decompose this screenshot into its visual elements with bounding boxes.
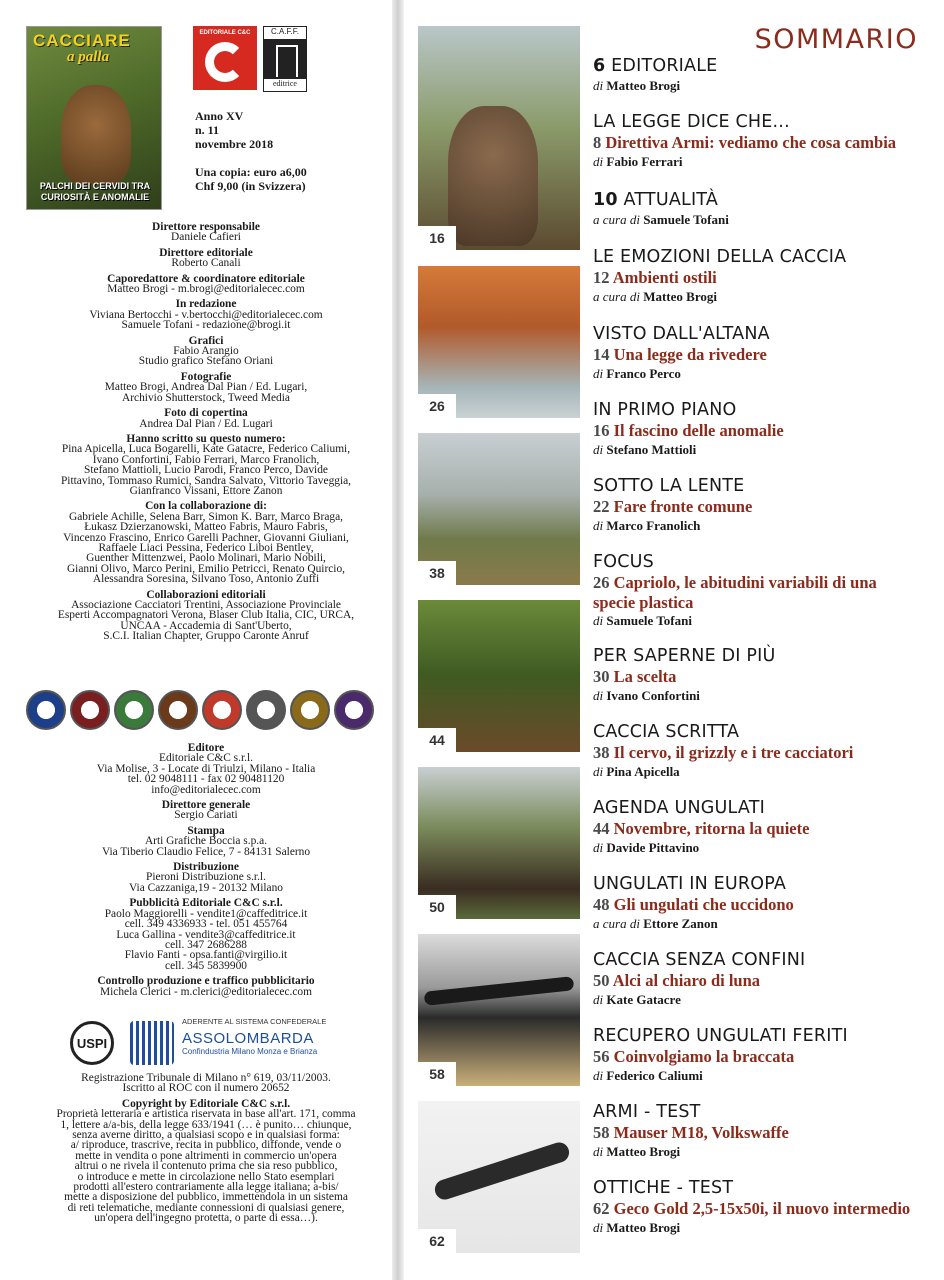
toc-author-name: Fabio Ferrari (606, 153, 683, 169)
cover-title: CACCIARE (33, 31, 131, 50)
issue-year: Anno XV (195, 109, 244, 123)
toc-page-number: 22 (593, 497, 610, 516)
legal-notice (26, 1073, 386, 1229)
publisher-credits (26, 743, 386, 1002)
credit-heading: Fotografie (180, 370, 232, 383)
credit-section (26, 826, 386, 857)
toc-article (593, 1047, 923, 1067)
toc-entry[interactable] (593, 1102, 923, 1161)
toc-author-name: Davide Pittavino (606, 839, 700, 855)
toc-article-title: Fare fronte comune (613, 497, 753, 516)
toc-entry[interactable] (593, 552, 923, 630)
toc-rubric (593, 798, 923, 819)
deer-image (448, 106, 538, 246)
credit-line: Samuele Tofani - redazione@brogi.it (121, 319, 291, 332)
toc-page-number: 14 (593, 345, 610, 364)
credit-line: tel. 02 9048111 - fax 02 90481120 (127, 773, 285, 786)
toc-rubric-label: SOTTO LA LENTE (593, 476, 745, 496)
toc-page-number: 48 (593, 895, 610, 914)
credit-line: Pittavino, Tommaso Rumici, Sandra Salvato, Vittorio Taveggia, (60, 474, 352, 487)
toc-author (593, 288, 923, 306)
toc-author-lead: di (593, 1219, 604, 1235)
credit-section (26, 434, 386, 496)
toc-author (593, 365, 923, 383)
thumbnail-rifle (418, 934, 580, 1086)
toc-author-name: Federico Caliumi (606, 1067, 703, 1083)
cover-headline: PALCHI DEI CERVIDI TRA CURIOSITÀ E ANOMALIE (39, 181, 151, 202)
credit-section (26, 800, 386, 821)
credit-section (26, 976, 386, 997)
copyright-line: senza averne diritto, a qualsiasi scopo e in qualsiasi forma: (72, 1129, 340, 1142)
thumbnail-page-number: 16 (418, 226, 456, 250)
toc-rubric-label: EDITORIALE (611, 56, 718, 76)
toc-author (593, 687, 923, 705)
toc-rubric-label: FOCUS (593, 552, 654, 572)
toc-author-name: Pina Apicella (606, 763, 680, 779)
toc-author-lead: di (593, 365, 604, 381)
toc-rubric (593, 476, 923, 497)
toc-page-number: 62 (593, 1199, 610, 1218)
copyright-line: mette a disposizione del pubblico, immettendola in un sistema (64, 1191, 348, 1204)
toc-article (593, 133, 923, 153)
toc-rubric (593, 950, 923, 971)
toc-page-number: 58 (593, 1123, 610, 1142)
copyright-line: Proprietà letteraria e artistica riservata in base all'art. 171, comma (56, 1108, 356, 1121)
toc-author-name: Matteo Brogi (606, 1219, 681, 1235)
caff-logo-mark (264, 39, 306, 79)
editoriale-cc-logo (193, 26, 257, 90)
thumbnail-deer-antlers (418, 26, 580, 250)
toc-author-name: Samuele Tofani (643, 212, 729, 227)
credit-line: Daniele Cafieri (171, 231, 241, 244)
assolombarda-mark (130, 1021, 174, 1065)
toc-author-lead: di (593, 153, 604, 169)
credit-heading: Direttore generale (161, 799, 251, 812)
thumbnail-page-number: 58 (418, 1062, 456, 1086)
toc-entry[interactable] (593, 56, 923, 95)
partner-badge-icon (246, 690, 286, 730)
credit-line: Andrea Dal Pian / Ed. Lugari (139, 417, 273, 430)
thumbnail-page-number: 26 (418, 394, 456, 418)
toc-entry[interactable] (593, 950, 923, 1009)
toc-page-number: 38 (593, 743, 610, 762)
toc-author-lead: di (593, 991, 604, 1007)
toc-rubric-label: CACCIA SENZA CONFINI (593, 950, 806, 970)
staff-credits (26, 222, 386, 647)
assolombarda-name: ASSOLOMBARDA (182, 1030, 314, 1047)
credit-heading: Editore (187, 742, 225, 754)
toc-article (593, 497, 923, 517)
toc-article-title: La scelta (613, 667, 677, 686)
toc-author-lead: a cura di (593, 288, 640, 304)
toc-rubric (593, 874, 923, 895)
toc-entry[interactable] (593, 324, 923, 383)
toc-author (593, 1067, 923, 1085)
toc-author (593, 153, 923, 171)
toc-author (593, 1143, 923, 1161)
toc-author (593, 612, 923, 630)
toc-author-name: Ivano Confortini (606, 687, 700, 703)
credit-line: Michela Clerici - m.clerici@editorialecec.com (100, 985, 312, 998)
credit-section (26, 408, 386, 429)
credit-heading: Direttore editoriale (159, 246, 253, 259)
toc-rubric (593, 247, 923, 268)
partner-badge-icon (202, 690, 242, 730)
credit-section (26, 590, 386, 642)
toc-rubric-label: VISTO DALL'ALTANA (593, 324, 770, 344)
toc-author (593, 517, 923, 535)
partner-badge-icon (70, 690, 110, 730)
toc-rubric-label: LE EMOZIONI DELLA CACCIA (593, 247, 847, 267)
partner-logos (26, 690, 374, 736)
toc-rubric (593, 112, 923, 133)
uspi-logo: USPI (70, 1021, 114, 1065)
issue-number: n. 11 (195, 123, 220, 137)
toc-title: SOMMARIO (754, 24, 918, 55)
copyright-line: un'opera dell'ingegno protetta, o parte di essa…). (94, 1212, 318, 1225)
toc-entry[interactable] (593, 646, 923, 705)
toc-page-number: 8 (593, 133, 602, 152)
credit-heading: In redazione (175, 298, 237, 311)
page-fold (392, 0, 404, 1280)
copyright-title: Copyright by Editoriale C&C s.r.l. (121, 1097, 291, 1110)
credit-section (26, 336, 386, 367)
credit-line: Vincenzo Frascino, Enrico Garelli Pachner, Giovanni Giuliani, (63, 531, 349, 544)
caff-editrice-logo (263, 26, 307, 92)
toc-article (593, 1123, 923, 1143)
toc-article-title: Il cervo, il grizzly e i tre cacciatori (613, 743, 854, 762)
toc-article (593, 345, 923, 365)
toc-author-lead: di (593, 839, 604, 855)
toc-article-title: Direttiva Armi: vediamo che cosa cambia (605, 133, 897, 152)
toc-author-lead: di (593, 441, 604, 457)
thumbnail-hunters (418, 433, 580, 585)
toc-rubric (593, 722, 923, 743)
toc-page-number: 6 (593, 56, 606, 76)
partner-badge-icon (26, 690, 66, 730)
toc-rubric-label: RECUPERO UNGULATI FERITI (593, 1026, 848, 1046)
toc-rubric (593, 400, 923, 421)
toc-author-lead: di (593, 613, 604, 628)
copyright-line: altrui o ne rivela il contenuto prima che sia reso pubblico, (74, 1160, 338, 1173)
partner-badge-icon (290, 690, 330, 730)
credit-heading: Grafici (188, 334, 224, 347)
partner-badge-icon (114, 690, 154, 730)
credit-line: Gabriele Achille, Selena Barr, Simon K. Barr, Marco Braga, (69, 510, 343, 523)
toc-author (593, 991, 923, 1009)
credit-line: Sergio Cariati (174, 809, 238, 822)
credit-line: cell. 345 5839900 (165, 959, 247, 972)
toc-author-name: Marco Franolich (606, 517, 701, 533)
toc-article (593, 1199, 923, 1219)
credit-line: Ivano Confortini, Fabio Ferrari, Marco Franolich, (92, 453, 320, 466)
credit-line: Editoriale C&C s.r.l. (159, 752, 253, 765)
toc-page-number: 50 (593, 971, 610, 990)
toc-rubric-label: CACCIA SCRITTA (593, 722, 740, 742)
toc-author-lead: di (593, 1143, 604, 1159)
credit-line: UNCAA - Accademia di Sant'Uberto, (120, 619, 292, 632)
credit-line: Stefano Mattioli, Lucio Parodi, Franco Perco, Davide (84, 464, 328, 477)
toc-author-lead: di (593, 517, 604, 533)
credit-heading: Foto di copertina (164, 407, 248, 420)
toc-article-title: Geco Gold 2,5-15x50i, il nuovo intermedio (613, 1199, 911, 1218)
toc-article-title: Capriolo, le abitudini variabili di una specie plastica (593, 573, 877, 612)
toc-page-number: 44 (593, 819, 610, 838)
thumbnail-stag-forest (418, 600, 580, 752)
toc-article (593, 743, 923, 763)
scope-image (432, 1140, 571, 1202)
toc-rubric-label: LA LEGGE DICE CHE... (593, 112, 790, 132)
issue-info (195, 109, 385, 193)
cover-deer-image (61, 85, 131, 185)
toc-page-number: 10 (593, 190, 618, 210)
toc-rubric-label: IN PRIMO PIANO (593, 400, 737, 420)
copyright-text (26, 1109, 386, 1223)
assolombarda-aderente: ADERENTE AL SISTEMA CONFEDERALE (182, 1017, 327, 1026)
toc-rubric-label: OTTICHE - TEST (593, 1178, 734, 1198)
credit-line: Viviana Bertocchi - v.bertocchi@editorialecec.com (89, 308, 323, 321)
toc-author-lead: a cura di (593, 212, 640, 227)
credit-section (26, 299, 386, 330)
credit-line: cell. 347 2686288 (165, 938, 247, 951)
copyright-line: a/ riproduce, trascrive, recita in pubblico, diffonde, vende o (70, 1139, 342, 1152)
association-logos (70, 1017, 370, 1067)
credit-section (26, 743, 386, 795)
toc-page-number: 16 (593, 421, 610, 440)
toc-author (593, 763, 923, 781)
toc-rubric-label: ATTUALITÀ (623, 190, 719, 210)
credit-line: Luca Gallina - vendite3@caffeditrice.it (116, 928, 296, 941)
assolombarda-sub: Confindustria Milano Monza e Brianza (182, 1047, 318, 1056)
toc-author-lead: di (593, 78, 604, 93)
credit-line: Via Cazzaniga,19 - 20132 Milano (129, 881, 283, 894)
credit-heading: Controllo produzione e traffico pubblicitario (97, 975, 315, 988)
credit-heading: Hanno scritto su questo numero: (126, 432, 286, 445)
toc-rubric (593, 56, 923, 77)
toc-author (593, 839, 923, 857)
credit-line: Paolo Maggiorelli - vendite1@caffeditrice.it (104, 907, 308, 920)
credit-line: Łukasz Dzierzanowski, Matteo Fabris, Mauro Fabris, (84, 521, 328, 534)
toc-author-name: Matteo Brogi (606, 78, 681, 93)
credit-line: Gianni Olivo, Marco Perini, Emilio Petricci, Renato Quircio, (66, 562, 346, 575)
toc-rubric (593, 1102, 923, 1123)
toc-author-lead: di (593, 1067, 604, 1083)
copyright-line: 1, lettere a/a-bis, della legge 633/1941 (… è punito… chiunque, (60, 1118, 352, 1131)
rifle-image (424, 976, 575, 1006)
toc-author-name: Kate Gatacre (606, 991, 681, 1007)
toc-rubric (593, 1178, 923, 1199)
toc-rubric-label: PER SAPERNE DI PIÙ (593, 646, 776, 666)
toc-rubric (593, 1026, 923, 1047)
registration-line: Registrazione Tribunale di Milano n° 619, 03/11/2003. (81, 1072, 331, 1084)
credit-line: cell. 349 4336933 - tel. 051 455764 (124, 918, 288, 931)
thumbnail-page-number: 62 (418, 1229, 456, 1253)
toc-author-name: Samuele Tofani (606, 613, 692, 628)
credit-line: Arti Grafiche Boccia s.p.a. (144, 835, 268, 848)
caff-logo-sub: editrice (273, 79, 297, 88)
toc-article (593, 895, 923, 915)
toc-entry[interactable] (593, 1026, 923, 1085)
toc-author-name: Matteo Brogi (643, 288, 717, 304)
toc-page-number: 56 (593, 1047, 610, 1066)
credit-line: Matteo Brogi, Andrea Dal Pian / Ed. Lugari, (104, 381, 308, 394)
toc-author-name: Ettore Zanon (643, 915, 718, 931)
toc-article-title: Gli ungulati che uccidono (613, 895, 794, 914)
toc-entry[interactable] (593, 247, 923, 306)
credit-heading: Direttore responsabile (152, 221, 260, 233)
credit-section (26, 222, 386, 243)
thumbnail-scope (418, 1101, 580, 1253)
credit-line: S.C.I. Italian Chapter, Gruppo Caronte Anruf (103, 630, 309, 643)
toc-article (593, 573, 923, 612)
toc-author-name: Franco Perco (606, 365, 681, 381)
credit-line: Roberto Canali (171, 257, 241, 270)
toc-article-title: Alci al chiaro di luna (612, 971, 761, 990)
toc-entry[interactable] (593, 722, 923, 781)
partner-badge-icon (334, 690, 374, 730)
toc-article-title: Novembre, ritorna la quiete (613, 819, 810, 838)
thumbnail-moose-hunters (418, 767, 580, 919)
copyright (26, 1099, 386, 1224)
credit-section (26, 274, 386, 295)
toc-author-lead: di (593, 687, 604, 703)
toc-author (593, 1219, 923, 1237)
issue-date: novembre 2018 (195, 137, 274, 151)
credit-line: Flavio Fanti - opsa.fanti@virgilio.it (124, 949, 288, 962)
toc-article (593, 667, 923, 687)
registration-line: Iscritto al ROC con il numero 20652 (122, 1082, 290, 1095)
caff-logo-label: C.A.F.F. (264, 27, 306, 39)
credit-line: Gianfranco Vissani, Ettore Zanon (129, 484, 283, 497)
credit-heading: Caporedattore & coordinatore editoriale (107, 272, 305, 285)
toc-rubric (593, 190, 923, 211)
credit-heading: Distribuzione (173, 861, 239, 874)
toc-entry[interactable] (593, 112, 923, 171)
cover-subtitle: a palla (67, 49, 110, 65)
toc-article-title: Una legge da rivedere (613, 345, 767, 364)
toc-rubric-label: UNGULATI IN EUROPA (593, 874, 787, 894)
copyright-line: o introduce e mette in circolazione nello Stato esemplari (77, 1170, 335, 1183)
toc-rubric-label: AGENDA UNGULATI (593, 798, 765, 818)
credit-heading: Pubblicità Editoriale C&C s.r.l. (129, 897, 283, 910)
toc-article (593, 268, 923, 288)
toc-entry[interactable] (593, 400, 923, 459)
toc-rubric (593, 552, 923, 573)
credit-line: Pieroni Distribuzione s.r.l. (146, 871, 266, 884)
toc-entry[interactable] (593, 1178, 923, 1237)
toc-entry[interactable] (593, 874, 923, 933)
toc-article (593, 421, 923, 441)
toc-page-number: 26 (593, 573, 610, 592)
credit-line: Via Tiberio Claudio Felice, 7 - 84131 Salerno (101, 845, 311, 858)
credit-line: Associazione Cacciatori Trentini, Associazione Provinciale (71, 599, 341, 611)
credit-line: info@editorialecec.com (151, 783, 261, 796)
toc-author (593, 441, 923, 459)
credit-section (26, 501, 386, 584)
toc-article (593, 971, 923, 991)
credit-heading: Con la collaborazione di: (145, 500, 267, 513)
copyright-line: di reti telematiche, mediante connessioni di qualsiasi genere, (67, 1201, 345, 1214)
toc-rubric-label: ARMI - TEST (593, 1102, 701, 1122)
toc-author (593, 211, 923, 229)
credit-line: Fabio Arangio (173, 345, 239, 358)
issue-price: Una copia: euro a6,00 (195, 165, 307, 179)
credit-line: Alessandra Soresina, Silvano Toso, Antonio Zuffi (92, 573, 320, 586)
toc-entry[interactable] (593, 476, 923, 535)
toc-article (593, 819, 923, 839)
toc-page-number: 12 (593, 268, 610, 287)
credit-section (26, 372, 386, 403)
editoriale-logo-mark (205, 42, 245, 82)
credit-line: Esperti Accompagnatori Verona, Blaser Club Italia, CIC, URCA, (57, 609, 355, 622)
credit-section (26, 862, 386, 893)
toc-author-lead: di (593, 763, 604, 779)
toc-author (593, 915, 923, 933)
toc-author-lead: a cura di (593, 915, 640, 931)
credit-line: Studio grafico Stefano Oriani (138, 355, 274, 368)
credit-heading: Stampa (187, 824, 225, 837)
credit-line: Archivio Shutterstock, Tweed Media (122, 391, 290, 404)
credit-section (26, 898, 386, 971)
toc-article-title: Il fascino delle anomalie (613, 421, 784, 440)
credit-line: Pina Apicella, Luca Bogarelli, Kate Gatacre, Federico Caliumi, (61, 443, 351, 456)
toc-author-name: Stefano Mattioli (606, 441, 697, 457)
toc-author-name: Matteo Brogi (606, 1143, 681, 1159)
toc-entry[interactable] (593, 798, 923, 857)
thumbnail-page-number: 50 (418, 895, 456, 919)
credit-line: Via Molise, 3 - Locate di Triulzi, Milano - Italia (96, 762, 316, 775)
toc-entry[interactable] (593, 190, 923, 229)
toc-author (593, 77, 923, 95)
issue-price-ch: Chf 9,00 (in Svizzera) (195, 179, 306, 193)
thumbnail-roe-deer (418, 266, 580, 418)
credit-line: Matteo Brogi - m.brogi@editorialecec.com (107, 283, 305, 296)
partner-badge-icon (158, 690, 198, 730)
toc-article-title: Coinvolgiamo la braccata (613, 1047, 795, 1066)
toc-rubric (593, 646, 923, 667)
editoriale-logo-label: EDITORIALE C&C (199, 30, 251, 36)
copyright-line: mette in vendita o pone altrimenti in commercio un'opera (75, 1149, 337, 1162)
credit-section (26, 248, 386, 269)
registration (26, 1073, 386, 1094)
thumbnail-page-number: 44 (418, 728, 456, 752)
assolombarda-text (182, 1017, 372, 1056)
toc-article-title: Mauser M18, Volkswaffe (613, 1123, 789, 1142)
magazine-cover-thumbnail (26, 26, 162, 210)
credit-heading: Collaborazioni editoriali (146, 588, 266, 601)
credit-line: Guenther Mittenzwei, Paolo Molinari, Mario Nobili, (86, 552, 326, 565)
toc-page-number: 30 (593, 667, 610, 686)
copyright-line: prodotti all'estero contrariamente alla legge italiana; a-bis/ (73, 1181, 339, 1194)
thumbnail-page-number: 38 (418, 561, 456, 585)
colophon-column (0, 0, 392, 1280)
toc-rubric (593, 324, 923, 345)
credit-line: Raffaele Liaci Pessina, Federico Liboi Bentley, (98, 541, 314, 554)
toc-article-title: Ambienti ostili (612, 268, 717, 287)
